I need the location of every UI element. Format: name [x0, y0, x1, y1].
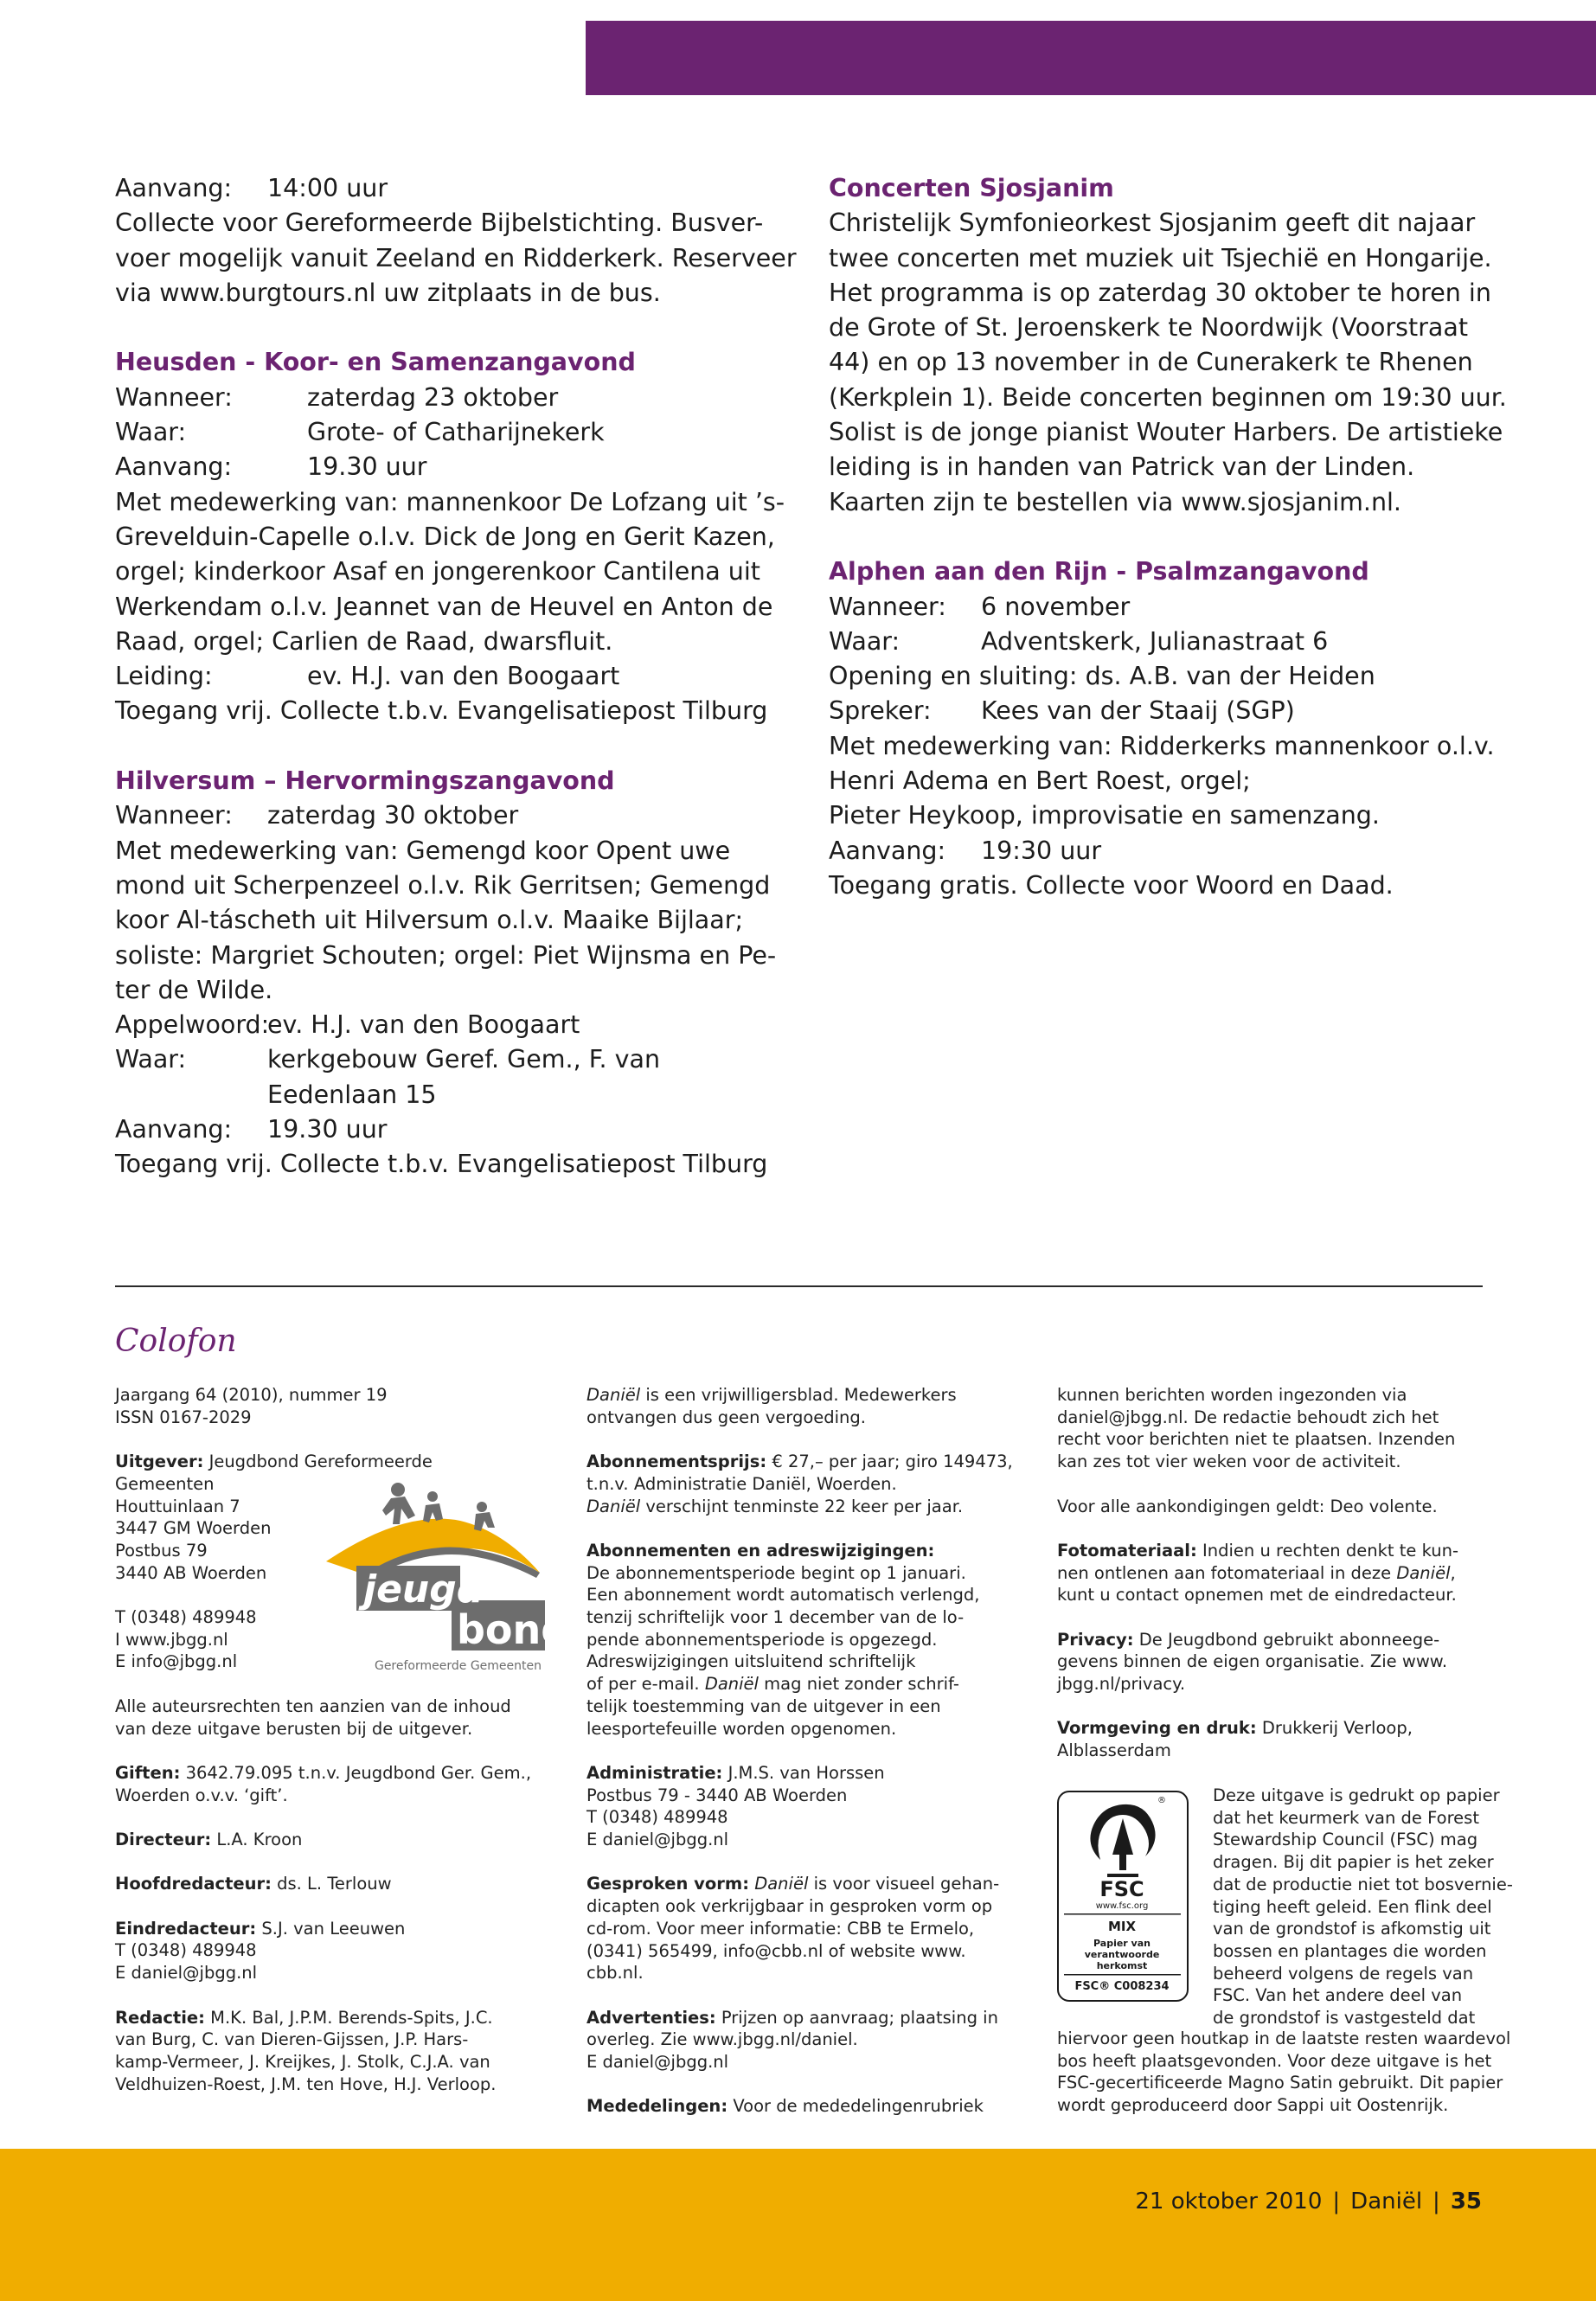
text-line: Toegang vrij. Collecte t.b.v. Evangelisatiepost Tilburg: [115, 1150, 768, 1179]
text-line: Het programma is op zaterdag 30 oktober te horen in: [829, 278, 1491, 307]
footer-info: [1135, 2189, 1482, 2214]
admin-line: E daniel@jbgg.nl: [586, 1830, 729, 1850]
logo-word-bond: bond: [457, 1606, 570, 1653]
address-line: Gemeenten: [115, 1473, 215, 1494]
text-line: recht voor berichten niet te plaatsen. Inzenden: [1057, 1429, 1456, 1450]
text-line: Raad, orgel; Carlien de Raad, dwarsfluit.: [115, 626, 613, 656]
copyright-line: van deze uitgave berusten bij de uitgever.: [115, 1718, 473, 1739]
privacy-line: gevens binnen de eigen organisatie. Zie www.: [1057, 1651, 1448, 1672]
text-line: mond uit Scherpenzeel o.l.v. Rik Gerritsen; Gemengd: [115, 870, 771, 900]
text-line: via www.burgtours.nl uw zitplaats in de bus.: [115, 278, 661, 307]
adres-line: tenzij schriftelijk voor 1 december van de lo-: [586, 1607, 965, 1627]
admin-line: Postbus 79 - 3440 AB Woerden: [586, 1785, 848, 1805]
text-line: Christelijk Symfonieorkest Sjosjanim geeft dit najaar: [829, 208, 1476, 238]
fsc-line: dragen. Bij dit papier is het zeker: [1213, 1852, 1494, 1873]
adres-line: Adreswijzigingen uitsluitend schriftelijk: [586, 1651, 916, 1672]
footer-date: 21 oktober 2010: [1135, 2189, 1323, 2214]
text-line: leiding is in handen van Patrick van der Linden.: [829, 452, 1415, 482]
colofon-column-2: [586, 1384, 1036, 2118]
hoofdredacteur: Hoofdredacteur: ds. L. Terlouw: [115, 1874, 392, 1894]
fsc-line: bos heeft plaatsgevonden. Voor deze uitgave is het: [1057, 2050, 1492, 2071]
fsc-description: [1213, 1785, 1513, 2029]
fsc-mix: MIX: [1107, 1919, 1137, 1934]
fsc-line: FSC. Van het andere deel van: [1213, 1985, 1463, 2006]
giften-line: Woerden o.v.v. ‘gift’.: [115, 1785, 288, 1805]
text-line: 44) en op 13 november in de Cunerakerk te Rhenen: [829, 348, 1473, 377]
colofon-title: Colofon: [115, 1324, 237, 1359]
gesp-line: (0341) 565499, info@cbb.nl of website www.: [586, 1940, 966, 1961]
issn: ISSN 0167-2029: [115, 1407, 252, 1427]
leiding-row: Leiding: ev. H.J. van den Boogaart: [115, 662, 620, 691]
jeugdbond-logo-graphic: [322, 1471, 570, 1678]
adres-line: Een abonnement wordt automatisch verlengd,: [586, 1585, 980, 1606]
eind-phone: T (0348) 489948: [115, 1940, 257, 1961]
redactie-line: kamp-Vermeer, J. Kreijkes, J. Stolk, C.J.A. van: [115, 2051, 490, 2072]
fsc-tree-icon: [1090, 1804, 1155, 1877]
intro-line: Daniël is een vrijwilligersblad. Medewerkers: [586, 1385, 957, 1405]
fsc-line: dat het keurmerk van de Forest: [1213, 1807, 1479, 1828]
contact-website: I www.jbgg.nl: [115, 1629, 228, 1650]
aanvang-row: Aanvang: 19:30 uur: [829, 836, 1102, 865]
footer-separator: |: [1332, 2189, 1341, 2214]
fsc-label: [1057, 1791, 1189, 2002]
aanvang-row: Aanvang: 19.30 uur: [115, 452, 427, 482]
privacy: Privacy: De Jeugdbond gebruikt abonneege-: [1057, 1629, 1440, 1650]
page-number: 35: [1450, 2189, 1482, 2214]
text-line: voer mogelijk vanuit Zeeland en Ridderkerk. Reserveer: [115, 243, 797, 272]
adreswijzigingen-heading: Abonnementen en adreswijzigingen:: [586, 1540, 935, 1561]
text-line: koor Al-táscheth uit Hilversum o.l.v. Maaike Bijlaar;: [115, 906, 744, 935]
text-line: de Grote of St. Jeroenskerk te Noordwijk (Voorstraat: [829, 313, 1469, 343]
fsc-papier-2: verantwoorde: [1084, 1949, 1160, 1960]
text-line: twee concerten met muziek uit Tsjechië en Hongarije.: [829, 243, 1492, 272]
colofon-column-3: [1057, 1384, 1490, 1762]
copyright-line: Alle auteursrechten ten aanzien van de inhoud: [115, 1695, 511, 1716]
uitgever: Uitgever: Jeugdbond Gereformeerde: [115, 1452, 433, 1472]
deo-volente: Voor alle aankondigingen geldt: Deo volente.: [1057, 1496, 1438, 1516]
svg-text:®: ®: [1157, 1796, 1166, 1805]
header-color-bar: [586, 21, 1596, 95]
fsc-papier-3: herkomst: [1096, 1960, 1148, 1971]
foto-line: kunt u contact opnemen met de eindredacteur.: [1057, 1585, 1457, 1606]
intro-line: ontvangen dus geen vergoeding.: [586, 1407, 866, 1427]
wanneer-row: Wanneer: zaterdag 23 oktober: [115, 382, 559, 412]
text-line: Toegang vrij. Collecte t.b.v. Evangelisatiepost Tilburg: [115, 696, 768, 726]
gesp-line: cd-rom. Voor meer informatie: CBB te Ermelo,: [586, 1918, 975, 1939]
mededelingen: Mededelingen: Voor de mededelingenrubriek: [586, 2096, 984, 2117]
text-line: Met medewerking van: mannenkoor De Lofzang uit ’s-: [115, 487, 785, 516]
redactie-line: Veldhuizen-Roest, J.M. ten Hove, H.J. Verloop.: [115, 2073, 497, 2094]
fsc-line: Deze uitgave is gedrukt op papier: [1213, 1785, 1500, 1805]
address-line: Houttuinlaan 7: [115, 1496, 240, 1516]
adres-line: telijk toestemming van de uitgever in een: [586, 1695, 941, 1716]
fsc-line: FSC-gecertificeerde Magno Satin gebruikt. Dit papier: [1057, 2073, 1503, 2093]
text-line: Toegang gratis. Collecte voor Woord en Daad.: [829, 870, 1394, 900]
text-line: Met medewerking van: Gemengd koor Opent uwe: [115, 836, 731, 865]
fsc-description-continued: [1057, 2028, 1511, 2117]
text-line: Collecte voor Gereformeerde Bijbelstichting. Busver-: [115, 208, 764, 238]
logo-word-jeugd: jeugd: [363, 1567, 484, 1612]
address-line: 3447 GM Woerden: [115, 1518, 272, 1539]
logo-subtitle: Gereformeerde Gemeenten: [374, 1659, 542, 1673]
text-line: (Kerkplein 1). Beide concerten beginnen om 19:30 uur.: [829, 382, 1507, 412]
colofon-divider: [115, 1285, 1483, 1287]
fsc-code: FSC® C008234: [1074, 1980, 1170, 1993]
fsc-line: wordt geproduceerd door Sappi uit Oostenrijk.: [1057, 2095, 1449, 2116]
fsc-line: beheerd volgens de regels van: [1213, 1963, 1474, 1984]
fsc-logo: [1059, 1792, 1186, 1999]
footer-bar: [0, 2149, 1596, 2301]
waar-row: Waar: Adventskerk, Julianastraat 6: [829, 626, 1329, 656]
waar-row: Waar: kerkgebouw Geref. Gem., F. van: [115, 1045, 661, 1074]
text-line: Henri Adema en Bert Roest, orgel;: [829, 766, 1251, 796]
text-line: daniel@jbgg.nl. De redactie behoudt zich het: [1057, 1407, 1439, 1427]
spreker-row: Spreker: Kees van der Staaij (SGP): [829, 696, 1295, 726]
text-line: Opening en sluiting: ds. A.B. van der Heiden: [829, 662, 1375, 691]
aanvang-row: Aanvang: 19.30 uur: [115, 1115, 388, 1144]
privacy-line: jbgg.nl/privacy.: [1057, 1674, 1186, 1695]
text-line: Grevelduin-Capelle o.l.v. Dick de Jong en Gerit Kazen,: [115, 522, 775, 551]
adres-line: De abonnementsperiode begint op 1 januari.: [586, 1562, 966, 1583]
redactie: Redactie: M.K. Bal, J.P.M. Berends-Spits, J.C.: [115, 2007, 493, 2028]
fsc-line: hiervoor geen houtkap in de laatste resten waardevol: [1057, 2029, 1511, 2048]
adres-line: leesportefeuille worden opgenomen.: [586, 1718, 897, 1739]
text-line: ter de Wilde.: [115, 975, 273, 1004]
text-line: orgel; kinderkoor Asaf en jongerenkoor Cantilena uit: [115, 557, 760, 586]
text-line: kan zes tot vier weken voor de activiteit.: [1057, 1452, 1401, 1472]
left-column: [115, 171, 797, 1183]
foto-line: nen ontlenen aan fotomateriaal in deze Daniël,: [1057, 1562, 1456, 1583]
address-line: Postbus 79: [115, 1540, 208, 1561]
footer-magazine: Daniël: [1350, 2189, 1423, 2214]
wanneer-row: Wanneer: 6 november: [829, 592, 1131, 621]
gesp-line: dicapten ook verkrijgbaar in gesproken vorm op: [586, 1896, 993, 1917]
abo-line: t.n.v. Administratie Daniël, Woerden.: [586, 1473, 897, 1494]
adres-line: pende abonnementsperiode is opgezegd.: [586, 1629, 938, 1650]
right-column: [829, 171, 1507, 903]
eind-email: E daniel@jbgg.nl: [115, 1963, 258, 1984]
gesp-line: cbb.nl.: [586, 1963, 644, 1984]
vormgeving-line: Alblasserdam: [1057, 1740, 1171, 1761]
admin-line: T (0348) 489948: [586, 1807, 728, 1828]
advertenties: Advertenties: Prijzen op aanvraag; plaatsing in: [586, 2007, 998, 2028]
fsc-line: dat de productie niet tot bosvernie-: [1213, 1874, 1513, 1894]
heusden-heading: Heusden - Koor- en Samenzangavond: [115, 348, 636, 377]
fsc-line: tiging heeft geleid. Een flink deel: [1213, 1896, 1492, 1917]
gesproken-vorm: Gesproken vorm: Daniël is voor visueel gehan-: [586, 1874, 1000, 1894]
fsc-site: www.fsc.org: [1095, 1901, 1149, 1911]
aanvang-row: Aanvang: 14:00 uur: [115, 174, 388, 202]
text-line: Pieter Heykoop, improvisatie en samenzang.: [829, 801, 1380, 830]
fsc-line: bossen en plantages die worden: [1213, 1940, 1487, 1961]
text-line: Solist is de jonge pianist Wouter Harbers. De artistieke: [829, 418, 1503, 447]
adres-line: of per e-mail. Daniël mag niet zonder schrif-: [586, 1674, 959, 1695]
appelwoord-row: Appelwoord:ev. H.J. van den Boogaart: [115, 1010, 580, 1040]
adv-line: E daniel@jbgg.nl: [586, 2052, 729, 2073]
text-line: Met medewerking van: Ridderkerks mannenkoor o.l.v.: [829, 731, 1495, 760]
footer-separator: |: [1433, 2189, 1440, 2214]
fotomateriaal: Fotomateriaal: Indien u rechten denkt te kun-: [1057, 1540, 1459, 1561]
fsc-line: de grondstof is vastgesteld dat: [1213, 2008, 1476, 2029]
hilversum-heading: Hilversum – Hervormingszangavond: [115, 766, 615, 796]
wanneer-row: Wanneer: zaterdag 30 oktober: [115, 801, 519, 830]
administratie: Administratie: J.M.S. van Horssen: [586, 1762, 885, 1783]
text-line: Werkendam o.l.v. Jeannet van de Heuvel en Anton de: [115, 592, 773, 621]
abo-line: Daniël verschijnt tenminste 22 keer per jaar.: [586, 1496, 964, 1516]
fsc-logo-text: FSC: [1099, 1877, 1144, 1901]
fsc-line: van de grondstof is afkomstig uit: [1213, 1919, 1491, 1939]
waar-row: Waar: Grote- of Catharijnekerk: [115, 418, 605, 447]
text-line: soliste: Margriet Schouten; orgel: Piet Wijnsma en Pe-: [115, 940, 777, 970]
vormgeving: Vormgeving en druk: Drukkerij Verloop,: [1057, 1718, 1413, 1739]
text-line: Kaarten zijn te bestellen via www.sjosjanim.nl.: [829, 487, 1401, 516]
text-line: kunnen berichten worden ingezonden via: [1057, 1385, 1407, 1405]
giften: Giften: 3642.79.095 t.n.v. Jeugdbond Ger. Gem.,: [115, 1762, 532, 1783]
address-line: 3440 AB Woerden: [115, 1562, 267, 1583]
concerten-heading: Concerten Sjosjanim: [829, 174, 1114, 202]
waar-row-continued: Eedenlaan 15: [267, 1080, 437, 1109]
alphen-heading: Alphen aan den Rijn - Psalmzangavond: [829, 557, 1369, 586]
directeur: Directeur: L.A. Kroon: [115, 1829, 303, 1849]
redactie-line: van Burg, C. van Dieren-Gijssen, J.P. Hars-: [115, 2029, 469, 2050]
abonnementsprijs: Abonnementsprijs: € 27,– per jaar; giro 149473,: [586, 1452, 1013, 1472]
jeugdbond-logo: [322, 1471, 570, 1678]
eindredacteur: Eindredacteur: S.J. van Leeuwen: [115, 1918, 406, 1939]
adv-line: overleg. Zie www.jbgg.nl/daniel.: [586, 2029, 858, 2050]
contact-phone: T (0348) 489948: [115, 1607, 257, 1627]
contact-email: E info@jbgg.nl: [115, 1651, 238, 1672]
fsc-papier-1: Papier van: [1093, 1938, 1151, 1949]
jaargang: Jaargang 64 (2010), nummer 19: [115, 1385, 388, 1405]
fsc-line: Stewardship Council (FSC) mag: [1213, 1830, 1478, 1850]
